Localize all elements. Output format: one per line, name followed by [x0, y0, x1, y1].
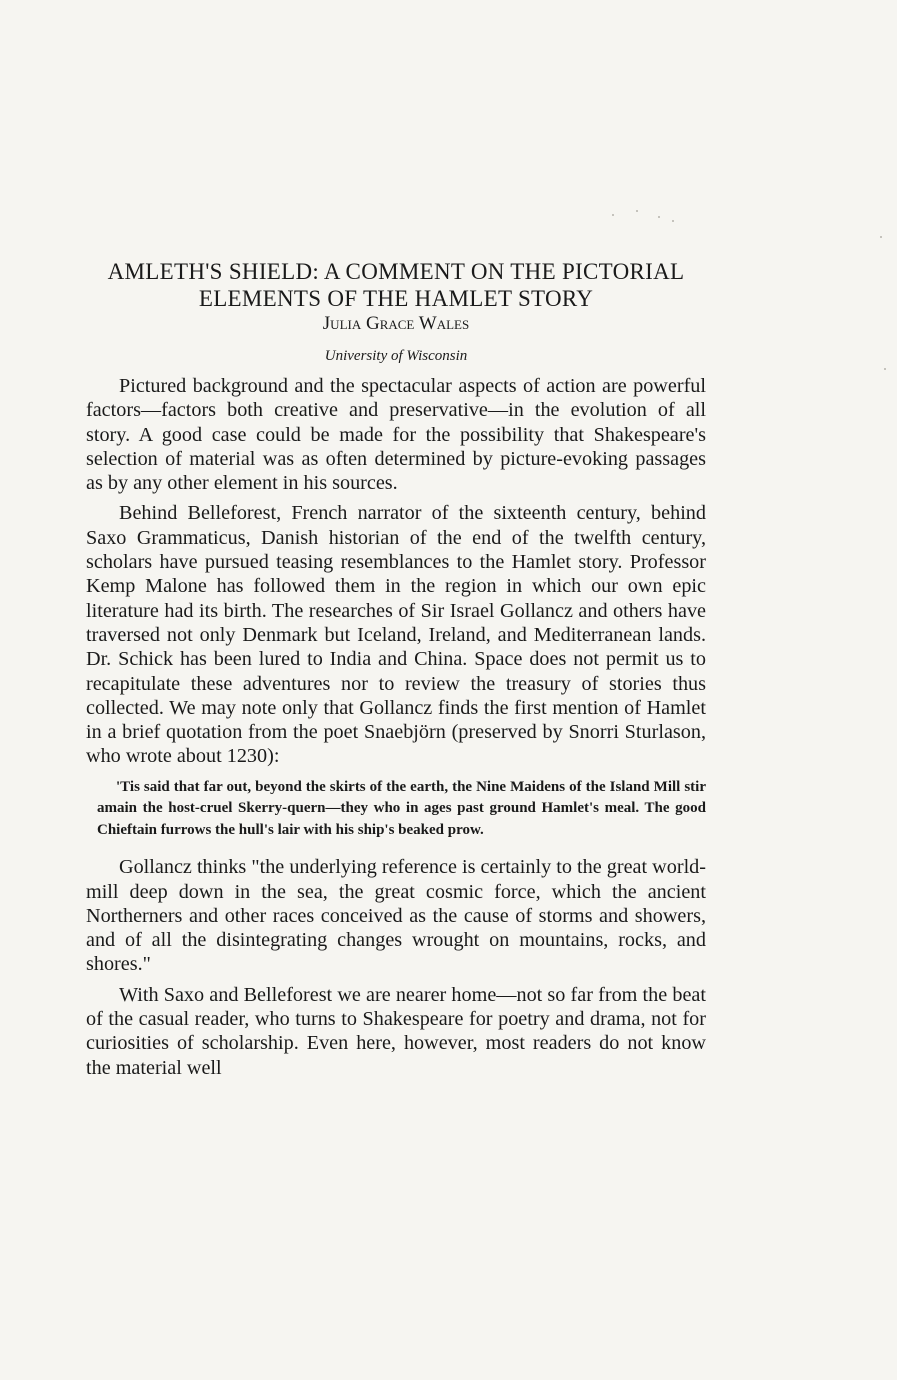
block-quote: 'Tis said that far out, beyond the skirts of the earth, the Nine Maidens of the Island Mill stir amain the host-cruel Skerry-quern—they who in ages past ground Hamlet's meal. The good Chieftain furrows the hull's lair with his ship's beaked prow.: [97, 778, 706, 838]
scan-speck: [672, 220, 674, 222]
scan-speck: [636, 210, 638, 212]
paragraph-3: Gollancz thinks "the underlying reference is certainly to the great world-mill deep down in the sea, the great cosmic force, which the ancient Northerners and other races conceived as the cause of storms and showers, and of all the disintegrating changes wrought on mountains, rocks, and shores.": [86, 856, 706, 976]
article-page: [86, 258, 706, 1086]
title-line-2: ELEMENTS OF THE HAMLET STORY: [198, 286, 594, 311]
scan-speck: [658, 216, 660, 218]
article-title: [86, 258, 706, 312]
scan-speck: [880, 236, 882, 238]
paragraph-1: Pictured background and the spectacular aspects of action are powerful factors—factors both creative and preservative—in the evolution of all story. A good case could be made for the possibility that Shakespeare's selection of material was as often determined by picture-evoking passages as by any other element in his sources.: [86, 375, 706, 495]
author-name: Julia Grace Wales: [322, 313, 470, 334]
scan-speck: [884, 368, 886, 370]
paragraph-2: Behind Belleforest, French narrator of the sixteenth century, behind Saxo Grammaticus, Danish historian of the end of the twelfth century, scholars have pursued teasing resemblances to the Hamlet story. Professor Kemp Malone has followed them in the region in which our own epic literature had its birth. The researches of Sir Israel Gollancz and others have traversed not only Denmark but Iceland, Ireland, and Mediterranean lands. Dr. Schick has been lured to India and China. Space does not permit us to recapitulate these adventures nor to review the treasury of stories thus collected. We may note only that Gollancz finds the first mention of Hamlet in a brief quotation from the poet Snaebjörn (preserved by Snorri Sturlason, who wrote about 1230):: [86, 502, 706, 768]
scan-speck: [612, 214, 614, 216]
paragraph-4: With Saxo and Belleforest we are nearer home—not so far from the beat of the casual reader, who turns to Shakespeare for poetry and drama, not for curiosities of scholarship. Even here, however, most readers do not know the material well: [86, 983, 706, 1079]
title-line-1: AMLETH'S SHIELD: A COMMENT ON THE PICTORIAL: [107, 259, 685, 284]
author-affiliation: University of Wisconsin: [324, 348, 468, 364]
